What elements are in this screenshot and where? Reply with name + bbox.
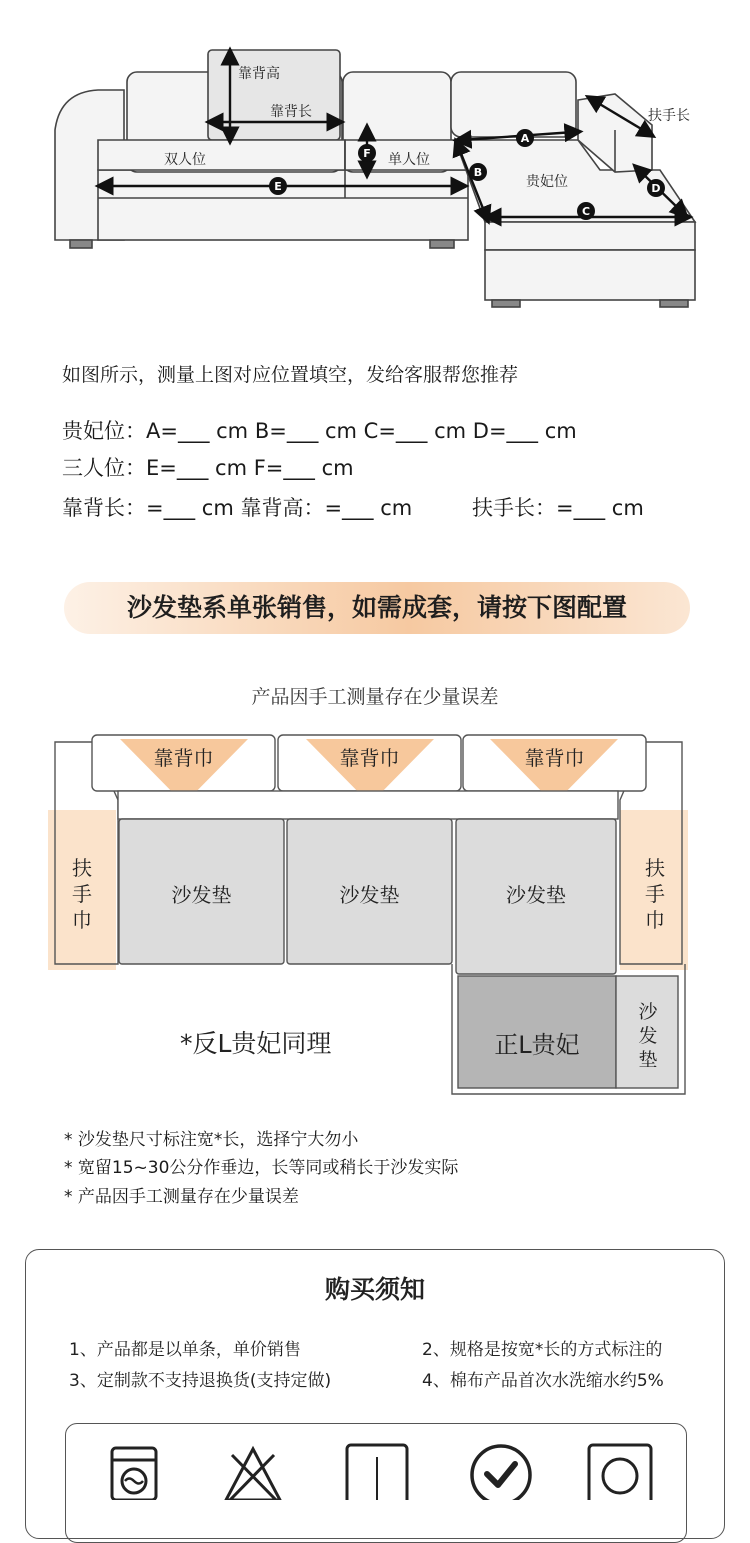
label-chaise: 贵妃位 — [526, 174, 568, 190]
notice-item-1: 1、产品都是以单条，单价销售 — [69, 1340, 301, 1360]
cushion-label-1: 沙发垫 — [171, 883, 232, 907]
chaise-main-label: 正L贵妃 — [494, 1031, 580, 1059]
measure-line-armrest: 扶手长：=___ cm — [472, 496, 644, 520]
measure-line-three-seat: 三人位：E=___ cm F=___ cm — [62, 456, 354, 480]
note-2: * 宽留15~30公分作垂边，长等同或稍长于沙发实际 — [64, 1158, 459, 1178]
back-towel-label-3: 靠背巾 — [524, 746, 585, 770]
line-dry-icon — [345, 1443, 409, 1500]
sofa-measurement-diagram — [0, 0, 750, 320]
back-cushion-right — [451, 72, 576, 137]
marker-a: A — [520, 132, 530, 145]
config-subtitle: 产品因手工测量存在少量误差 — [251, 686, 499, 708]
reverse-l-note: *反L贵妃同理 — [180, 1029, 332, 1058]
do-not-bleach-icon — [222, 1445, 284, 1500]
marker-c: C — [581, 205, 591, 218]
note-3: * 产品因手工测量存在少量误差 — [64, 1187, 299, 1207]
notice-item-3: 3、定制款不支持退换货(支持定做) — [69, 1371, 332, 1391]
cushion-label-2: 沙发垫 — [339, 883, 400, 907]
marker-f: F — [363, 147, 371, 160]
chaise-side-label: 沙发垫 — [638, 1001, 658, 1071]
iron-ok-icon — [468, 1442, 534, 1500]
armrest-label-left: 扶手巾 — [72, 856, 92, 932]
cushion-label-3: 沙发垫 — [506, 883, 566, 907]
config-banner — [64, 582, 690, 634]
label-backrest-length: 靠背长 — [270, 104, 312, 120]
measure-intro: 如图所示，测量上图对应位置填空，发给客服帮您推荐 — [62, 364, 519, 386]
back-towel-label-1: 靠背巾 — [153, 746, 214, 770]
notice-item-4: 4、棉布产品首次水洗缩水约5% — [422, 1371, 664, 1391]
tumble-dry-icon — [587, 1443, 653, 1500]
label-armrest-length: 扶手长 — [648, 108, 690, 124]
note-1: * 沙发垫尺寸标注宽*长，选择宁大勿小 — [64, 1130, 359, 1150]
label-backrest-height: 靠背高 — [238, 66, 280, 82]
label-double-seat: 双人位 — [164, 152, 206, 168]
measure-line-chaise: 贵妃位：A=___ cm B=___ cm C=___ cm D=___ cm — [62, 419, 577, 443]
marker-e: E — [274, 180, 282, 193]
measure-line-backrest: 靠背长：=___ cm 靠背高：=___ cm — [62, 496, 413, 520]
notice-title: 购买须知 — [324, 1275, 425, 1304]
marker-b: B — [473, 166, 483, 179]
banner-text: 沙发垫系单张销售，如需成套，请按下图配置 — [126, 593, 627, 622]
backrest-highlight — [208, 50, 340, 140]
label-single-seat: 单人位 — [388, 152, 430, 168]
back-towel-label-2: 靠背巾 — [339, 746, 400, 770]
armrest-label-right: 扶手巾 — [645, 856, 665, 932]
marker-d: D — [651, 182, 661, 195]
notice-item-2: 2、规格是按宽*长的方式标注的 — [422, 1340, 663, 1360]
washing-machine-icon — [108, 1445, 160, 1500]
